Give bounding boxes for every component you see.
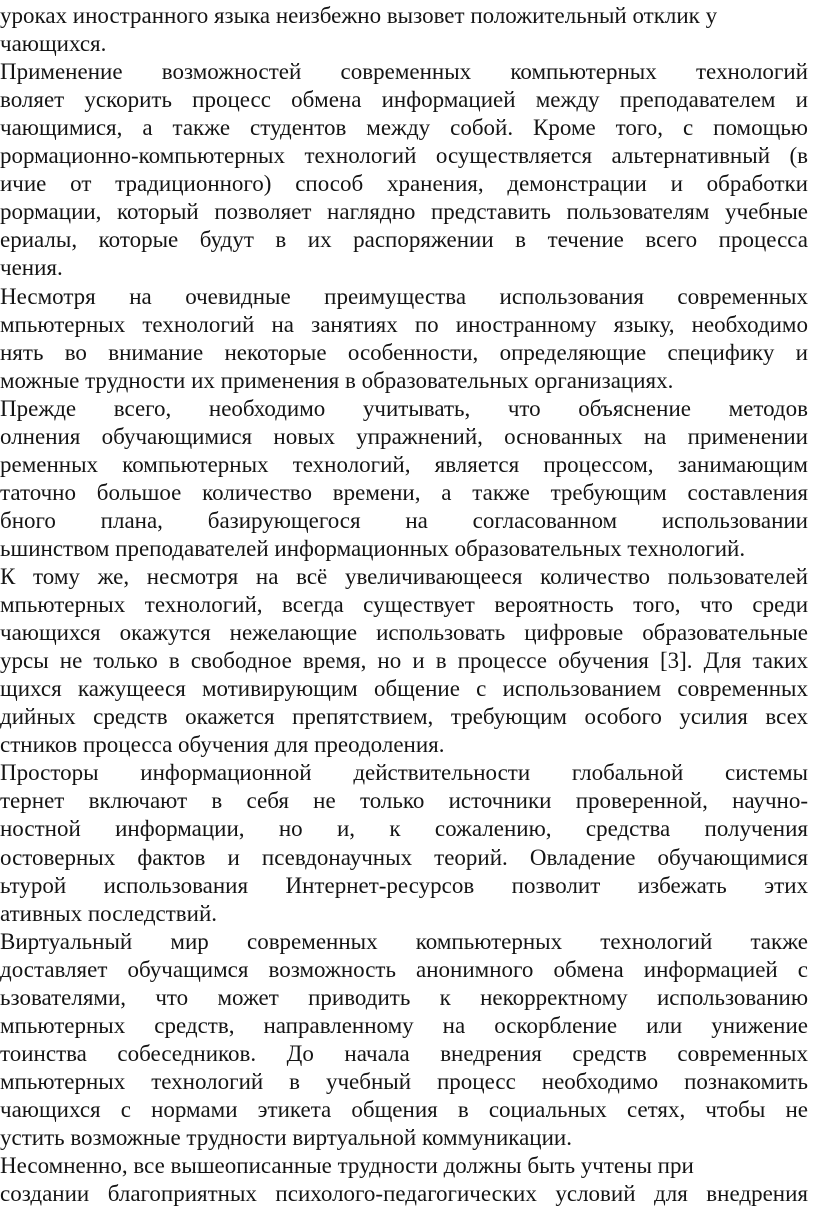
text-line: олнения обучающимися новых упражнений, основанных на применении (0, 423, 808, 449)
text-line: Просторы информационной действительности глобальной системы (0, 760, 808, 786)
text-line: урсы не только в свободное время, но и в процессе обучения [3]. Для таких (0, 648, 808, 674)
text-line: ьзователями, что может приводить к некорректному использованию (0, 984, 808, 1010)
text-line: таточно большое количество времени, а также требующим составления (0, 479, 808, 505)
text-line: ностной информации, но и, к сожалению, средства получения (0, 816, 808, 842)
text-line: мпьютерных средств, направленному на оскорбление или унижение (0, 1012, 808, 1038)
text-line: ативных последствий. (0, 900, 218, 926)
text-line: устить возможные трудности виртуальной коммуникации. (0, 1125, 572, 1150)
text-line: чения. (0, 255, 63, 281)
text-line: Виртуальный мир современных компьютерных технологий также (0, 928, 808, 954)
text-line: тернет включают в себя не только источники проверенной, научно- (0, 788, 808, 814)
text-line: остоверных фактов и псевдонаучных теорий. Овладение обучающимися (0, 844, 808, 870)
text-line: дийных средств окажется препятствием, требующим особого усилия всех (0, 704, 808, 730)
text-line: рормационно-компьютерных технологий осуществляется альтернативный (в (0, 143, 808, 169)
text-line: ичие от традиционного) способ хранения, демонстрации и обработки (0, 171, 808, 197)
text-line: чающихся с нормами этикета общения в социальных сетях, чтобы не (0, 1096, 808, 1122)
text-line: Несомненно, все вышеописанные трудности должны быть учтены при (0, 1153, 694, 1179)
text-line: чающихся окажутся нежелающие использовать цифровые образовательные (0, 620, 808, 646)
text-line: рормации, который позволяет наглядно представить пользователям учебные (0, 199, 808, 225)
text-line: тоинства собеседников. До начала внедрения средств современных (0, 1040, 808, 1066)
text-line: чающимися, а также студентов между собой. Кроме того, с помощью (0, 115, 808, 141)
text-line: мпьютерных технологий, всегда существует вероятность того, что среди (0, 592, 808, 618)
text-line: щихся кажущееся мотивирующим общение с использованием современных (0, 676, 808, 702)
text-line: Прежде всего, необходимо учитывать, что объяснение методов (0, 395, 808, 421)
text-line: доставляет обучащимся возможность анонимного обмена информацией с (0, 956, 808, 982)
text-line: уроках иностранного языка неизбежно вызовет положительный отклик у (0, 3, 718, 28)
text-line: Несмотря на очевидные преимущества использования современных (0, 283, 808, 309)
text-line: ьтурой использования Интернет-ресурсов позволит избежать этих (0, 872, 808, 898)
text-line: стников процесса обучения для преодоления. (0, 732, 445, 758)
text-line: создании благоприятных психолого-педагогических условий для внедрения (0, 1181, 808, 1207)
text-line: воляет ускорить процесс обмена информацией между преподавателем и (0, 87, 808, 113)
text-line: бного плана, базирующегося на согласованном использовании (0, 507, 808, 533)
text-line: чающихся. (0, 31, 107, 57)
text-line: можные трудности их применения в образовательных организациях. (0, 367, 674, 393)
text-line: ременных компьютерных технологий, является процессом, занимающим (0, 451, 808, 477)
text-line: мпьютерных технологий на занятиях по иностранному языку, необходимо (0, 311, 808, 337)
text-line: мпьютерных технологий в учебный процесс необходимо познакомить (0, 1068, 808, 1094)
text-line: ериалы, которые будут в их распоряжении в течение всего процесса (0, 227, 808, 253)
text-line: К тому же, несмотря на всё увеличивающееся количество пользователей (0, 564, 808, 589)
text-line: ьшинством преподавателей информационных образовательных технологий. (0, 535, 746, 561)
text-line: нять во внимание некоторые особенности, определяющие специфику и (0, 339, 808, 365)
text-line: Применение возможностей современных компьютерных технологий (0, 59, 808, 85)
